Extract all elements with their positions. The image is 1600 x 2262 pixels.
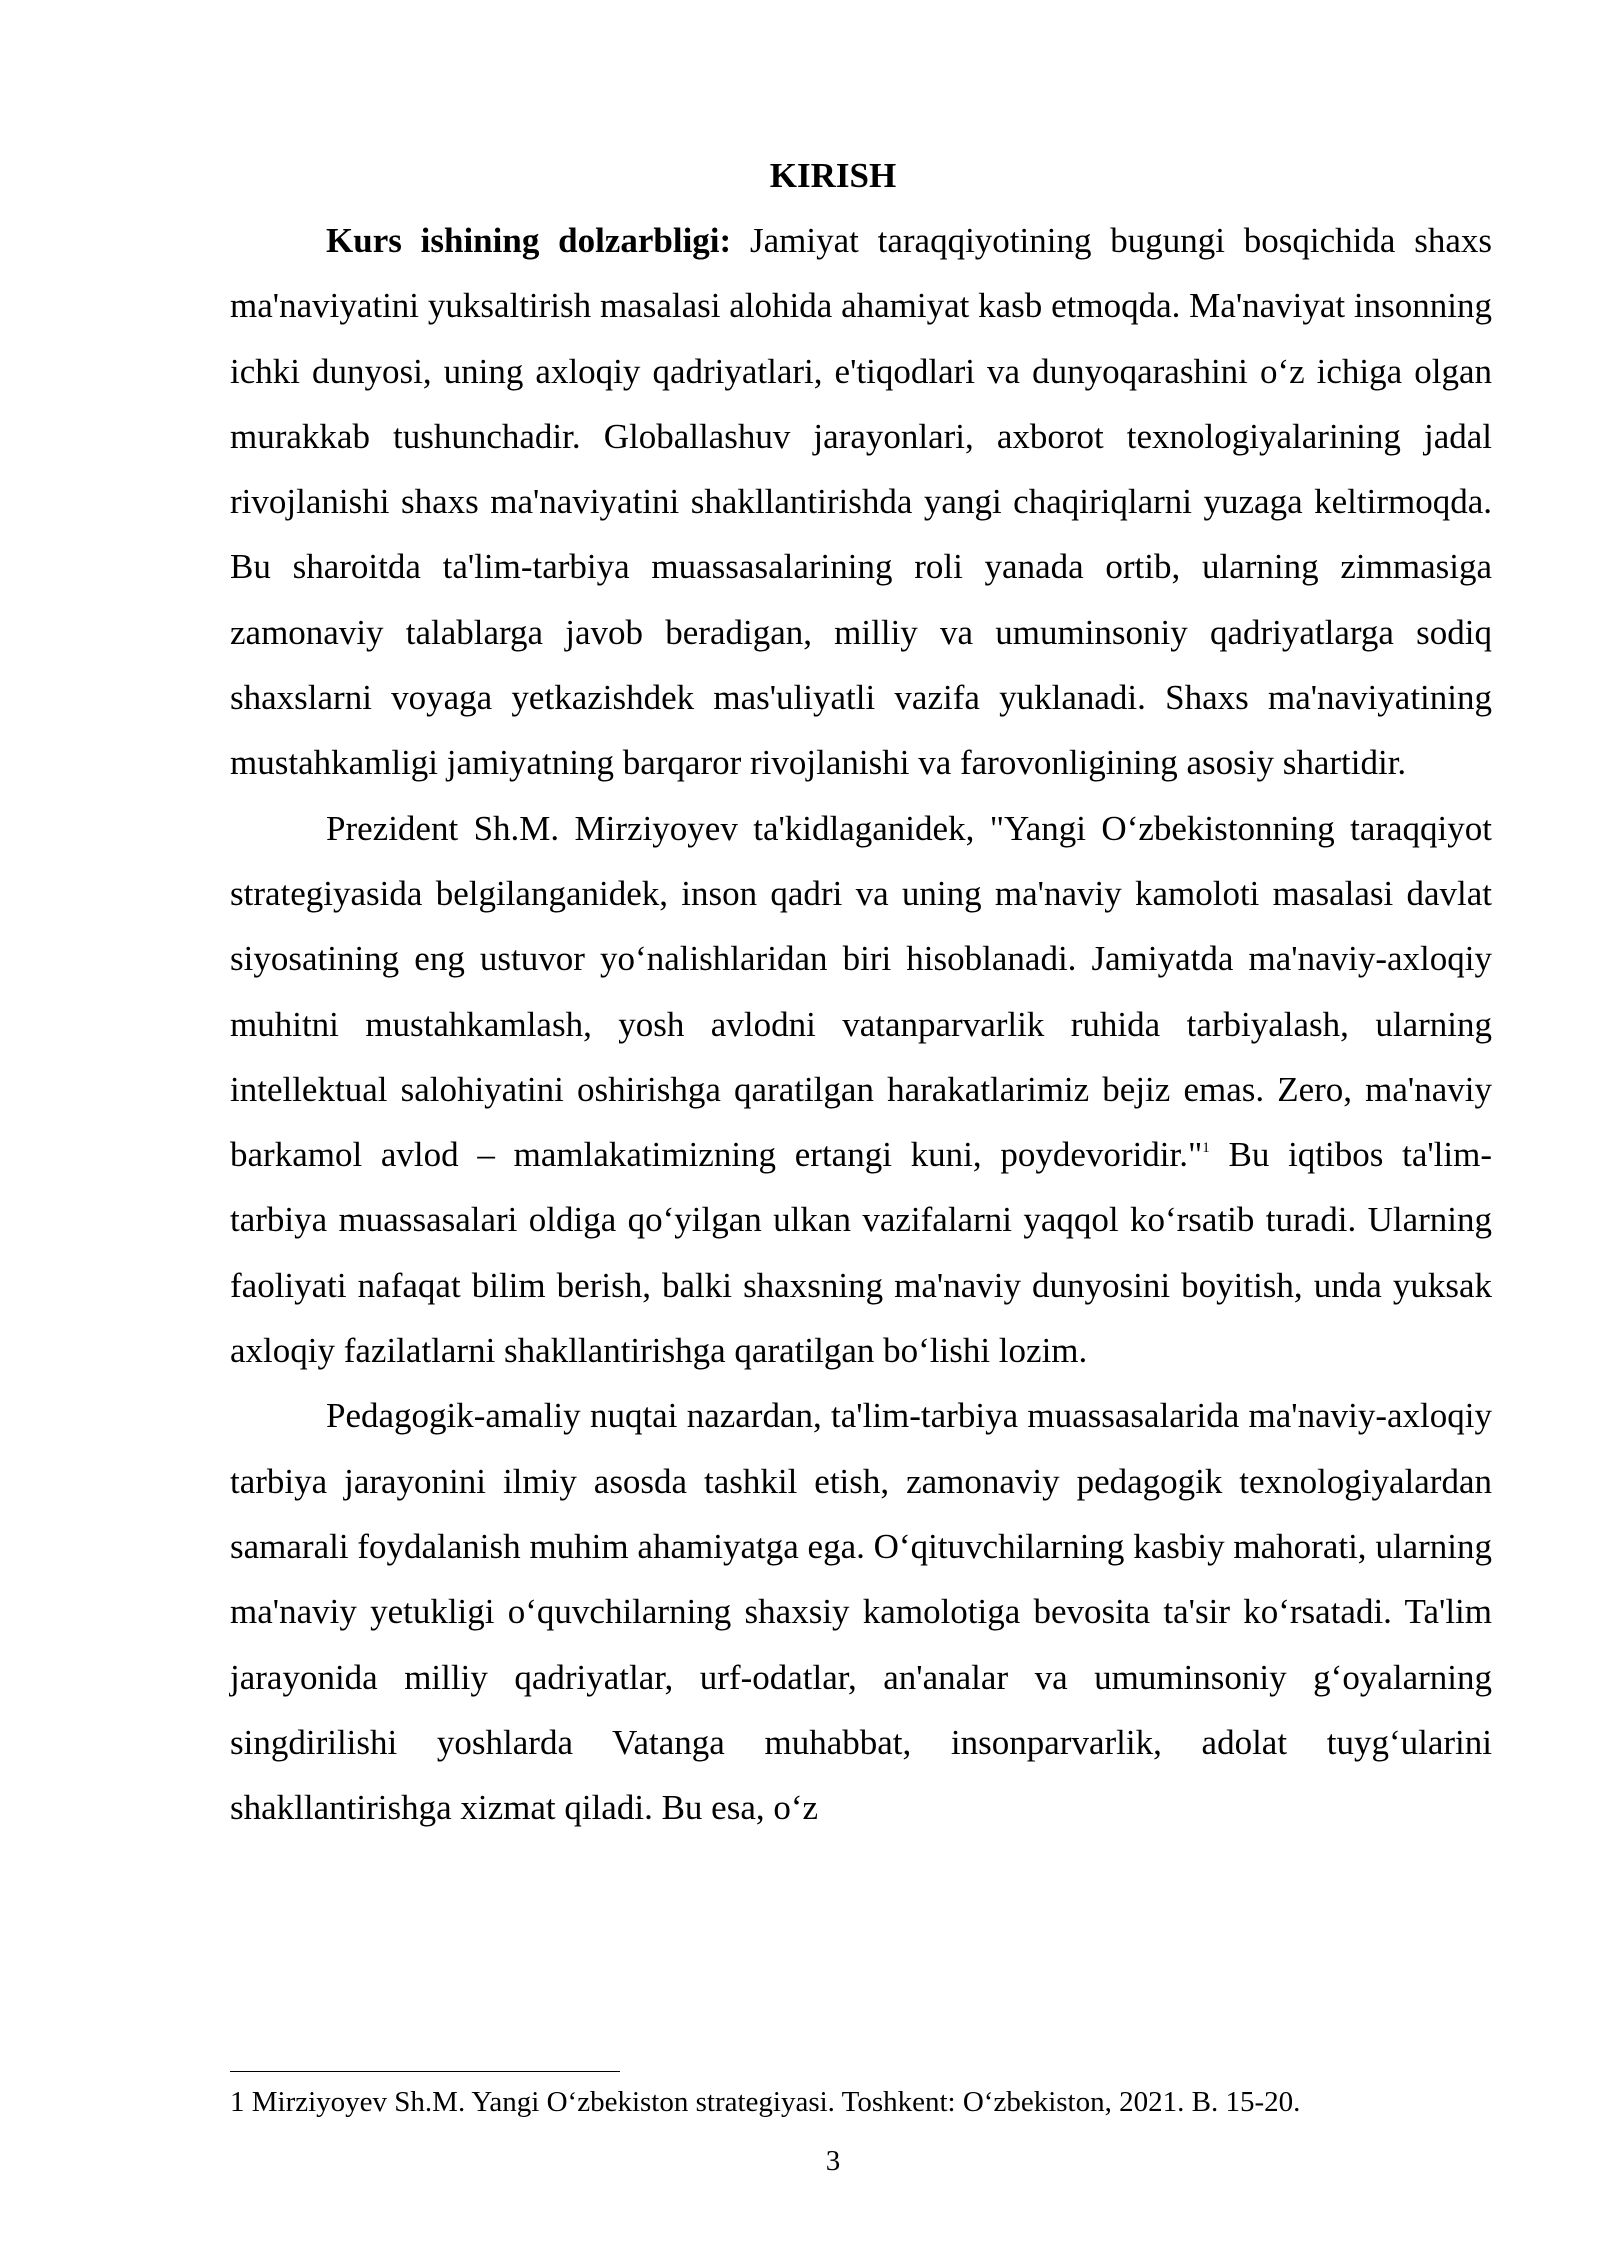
paragraph-relevance bbox=[230, 208, 1492, 796]
paragraph-lead: Kurs ishining dolzarbligi: bbox=[326, 221, 732, 260]
body-text bbox=[230, 208, 1492, 1840]
section-title: KIRISH bbox=[769, 156, 897, 195]
paragraph-text: Jamiyat taraqqiyotining bugungi bosqichida shaxs ma'naviyatini yuksaltirish masalasi alohida ahamiyat kasb etmoqda. Ma'naviyat insonning ichki dunyosi, uning axloqiy qadriyatlari, e'tiqodlari va dunyoqarashini o‘z ichiga olgan murakkab tushunchadir. Globallashuv jarayonlari, axborot texnologiyalarining jadal rivojlanishi shaxs ma'naviyatini shakllantirishda yangi chaqiriqlarni yuzaga keltirmoqda. Bu sharoitda ta'lim-tarbiya muassasalarining roli yanada ortib, ularning zimmasiga zamonaviy talablarga javob beradigan, milliy va umuminsoniy qadriyatlarga sodiq shaxslarni voyaga yetkazishdek mas'uliyatli vazifa yuklanadi. Shaxs ma'naviyatining mustahkamligi jamiyatning barqaror rivojlanishi va farovonligining asosiy shartidir. bbox=[230, 221, 1492, 783]
page-number: 3 bbox=[825, 2145, 841, 2177]
paragraph-pedagogical bbox=[230, 1383, 1492, 1840]
paragraph-text: Pedagogik-amaliy nuqtai nazardan, ta'lim-tarbiya muassasalarida ma'naviy-axloqiy tarbiya jarayonini ilmiy asosda tashkil etish, zamonaviy pedagogik texnologiyalardan samarali foydalanish muhim ahamiyatga ega. O‘qituvchilarning kasbiy mahorati, ularning ma'naviy yetukligi o‘quvchilarning shaxsiy kamolotiga bevosita ta'sir ko‘rsatadi. Ta'lim jarayonida milliy qadriyatlar, urf-odatlar, an'analar va umuminsoniy g‘oyalarning singdirilishi yoshlarda Vatanga muhabbat, insonparvarlik, adolat tuyg‘ularini shakllantirishga xizmat qiladi. Bu esa, o‘z bbox=[230, 1396, 1492, 1828]
footnote: 1 Mirziyoyev Sh.M. Yangi O‘zbekiston strategiyasi. Toshkent: O‘zbekiston, 2021. B. 15-20. bbox=[230, 2086, 1301, 2118]
paragraph-text: Bu iqtibos ta'lim-tarbiya muassasalari oldiga qo‘yilgan ulkan vazifalarni yaqqol ko‘rsatib turadi. Ularning faoliyati nafaqat bilim berish, balki shaxsning ma'naviy dunyosini boyitish, unda yuksak axloqiy fazilatlarni shakllantirishga qaratilgan bo‘lishi lozim. bbox=[230, 1135, 1492, 1371]
footnote-separator bbox=[230, 2071, 620, 2072]
paragraph-text: Prezident Sh.M. Mirziyoyev ta'kidlaganidek, "Yangi O‘zbekistonning taraqqiyot strategiyasida belgilanganidek, inson qadri va uning ma'naviy kamoloti masalasi davlat siyosatining eng ustuvor yo‘nalishlaridan biri hisoblanadi. Jamiyatda ma'naviy-axloqiy muhitni mustahkamlash, yosh avlodni vatanparvarlik ruhida tarbiyalash, ularning intellektual salohiyatini oshirishga qaratilgan harakatlarimiz bejiz emas. Zero, ma'naviy barkamol avlod – mamlakatimizning ertangi kuni, poydevoridir." bbox=[230, 808, 1492, 1175]
paragraph-president-quote bbox=[230, 796, 1492, 1384]
footnote-reference: 1 bbox=[1202, 1140, 1210, 1157]
